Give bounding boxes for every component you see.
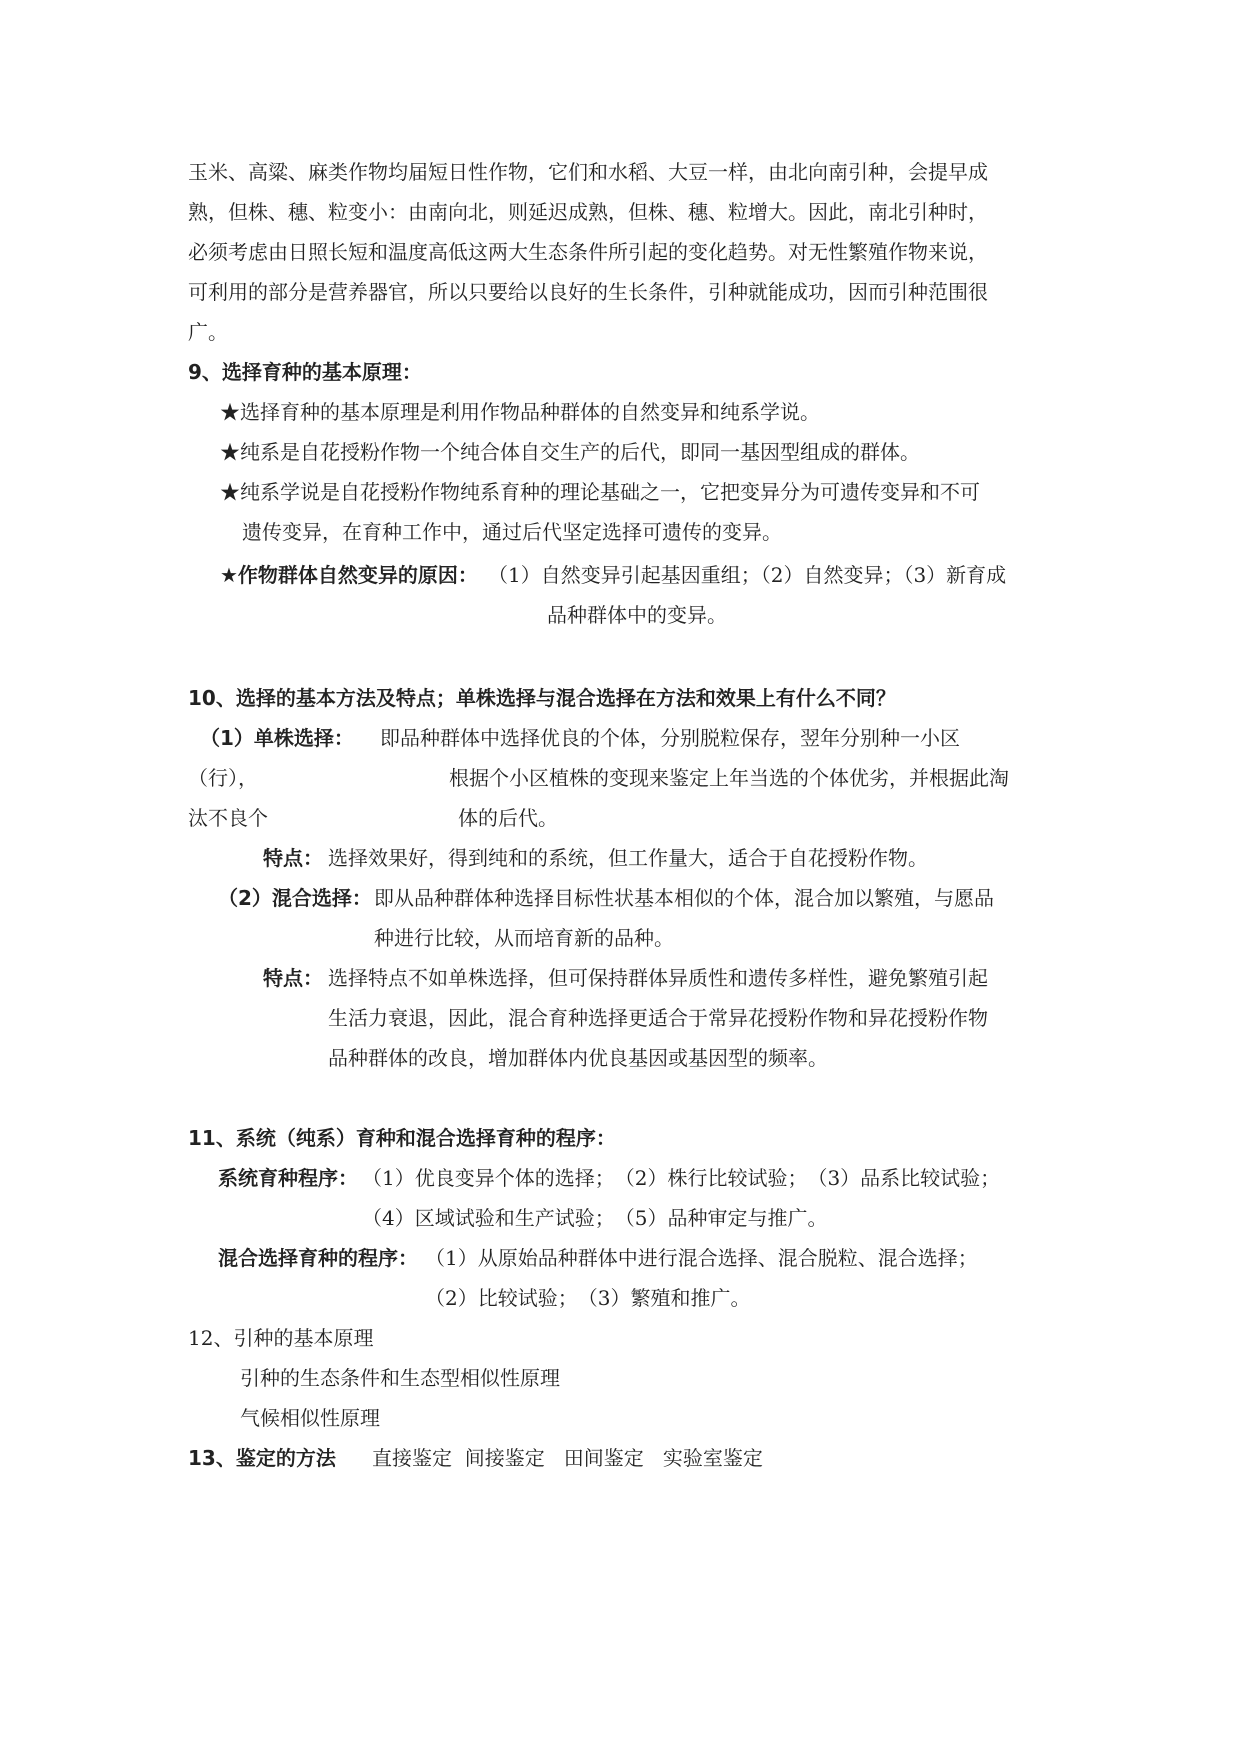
s10-mixed-feature: 选择特点不如单株选择，但可保持群体异质性和遗传多样性，避免繁殖引起 — [328, 966, 988, 990]
s10-single-label: （1）单株选择： — [200, 726, 354, 750]
s10-single-text: （行）， — [188, 766, 258, 790]
s10-mixed-feature-label: 特点： — [263, 966, 323, 990]
section-10-title: 10、选择的基本方法及特点；单株选择与混合选择在方法和效果上有什么不同？ — [188, 686, 896, 710]
s12-principle: 气候相似性原理 — [240, 1406, 380, 1430]
section-12-title: 12、引种的基本原理 — [188, 1326, 374, 1350]
s10-mixed-label: （2）混合选择： — [218, 886, 372, 910]
s9-cause-cont: 品种群体中的变异。 — [547, 603, 727, 627]
intro-line: 玉米、高粱、麻类作物均届短日性作物，它们和水稻、大豆一样，由北向南引种，会提早成 — [188, 160, 988, 184]
section-13-title: 13、鉴定的方法 — [188, 1446, 336, 1470]
s11-system-steps: （4）区域试验和生产试验； （5）品种审定与推广。 — [362, 1206, 828, 1230]
s9-cause-label: ★作物群体自然变异的原因： — [220, 563, 478, 587]
s11-mixed-steps: （1）从原始品种群体中进行混合选择、混合脱粒、混合选择； — [425, 1246, 978, 1270]
s9-bullet: ★选择育种的基本原理是利用作物品种群体的自然变异和纯系学说。 — [220, 400, 820, 424]
s10-single-text: 即品种群体中选择优良的个体，分别脱粒保存，翌年分别种一小区 — [380, 726, 960, 750]
s10-mixed-text: 种进行比较，从而培育新的品种。 — [374, 926, 674, 950]
section-11-title: 11、系统（纯系）育种和混合选择育种的程序： — [188, 1126, 616, 1150]
intro-line: 熟，但株、穗、粒变小：由南向北，则延迟成熟，但株、穗、粒增大。因此，南北引种时， — [188, 200, 988, 224]
s9-bullet-cont: 遗传变异，在育种工作中，通过后代坚定选择可遗传的变异。 — [242, 520, 782, 544]
section-9-title: 9、选择育种的基本原理： — [188, 360, 422, 384]
s10-single-feature: 选择效果好，得到纯和的系统，但工作量大，适合于自花授粉作物。 — [328, 846, 928, 870]
intro-line: 可利用的部分是营养器官，所以只要给以良好的生长条件，引种就能成功，因而引种范围很 — [188, 280, 988, 304]
s11-mixed-label: 混合选择育种的程序： — [218, 1246, 418, 1270]
s9-bullet: ★纯系是自花授粉作物一个纯合体自交生产的后代，即同一基因型组成的群体。 — [220, 440, 920, 464]
s11-system-steps: （1）优良变异个体的选择； （2）株行比较试验； （3）品系比较试验； — [362, 1166, 1001, 1190]
s9-cause-text: （1）自然变异引起基因重组；（2）自然变异；（3）新育成 — [488, 563, 1007, 587]
intro-line: 广。 — [188, 320, 228, 344]
intro-line: 必须考虑由日照长短和温度高低这两大生态条件所引起的变化趋势。对无性繁殖作物来说， — [188, 240, 988, 264]
s10-single-text: 根据个小区植株的变现来鉴定上年当选的个体优劣，并根据此淘 — [449, 766, 1009, 790]
s11-system-label: 系统育种程序： — [218, 1166, 358, 1190]
s10-single-text: 体的后代。 — [458, 806, 558, 830]
s12-principle: 引种的生态条件和生态型相似性原理 — [240, 1366, 560, 1390]
s10-mixed-feature: 生活力衰退，因此，混合育种选择更适合于常异花授粉作物和异花授粉作物 — [328, 1006, 988, 1030]
s10-single-feature-label: 特点： — [263, 846, 323, 870]
s10-mixed-feature: 品种群体的改良，增加群体内优良基因或基因型的频率。 — [328, 1046, 828, 1070]
s10-mixed-text: 即从品种群体种选择目标性状基本相似的个体，混合加以繁殖，与愿品 — [374, 886, 994, 910]
s9-bullet: ★纯系学说是自花授粉作物纯系育种的理论基础之一，它把变异分为可遗传变异和不可 — [220, 480, 980, 504]
s10-single-text: 汰不良个 — [188, 806, 268, 830]
s13-methods: 直接鉴定 间接鉴定 田间鉴定 实验室鉴定 — [372, 1446, 763, 1470]
s11-mixed-steps: （2）比较试验； （3）繁殖和推广。 — [425, 1286, 751, 1310]
